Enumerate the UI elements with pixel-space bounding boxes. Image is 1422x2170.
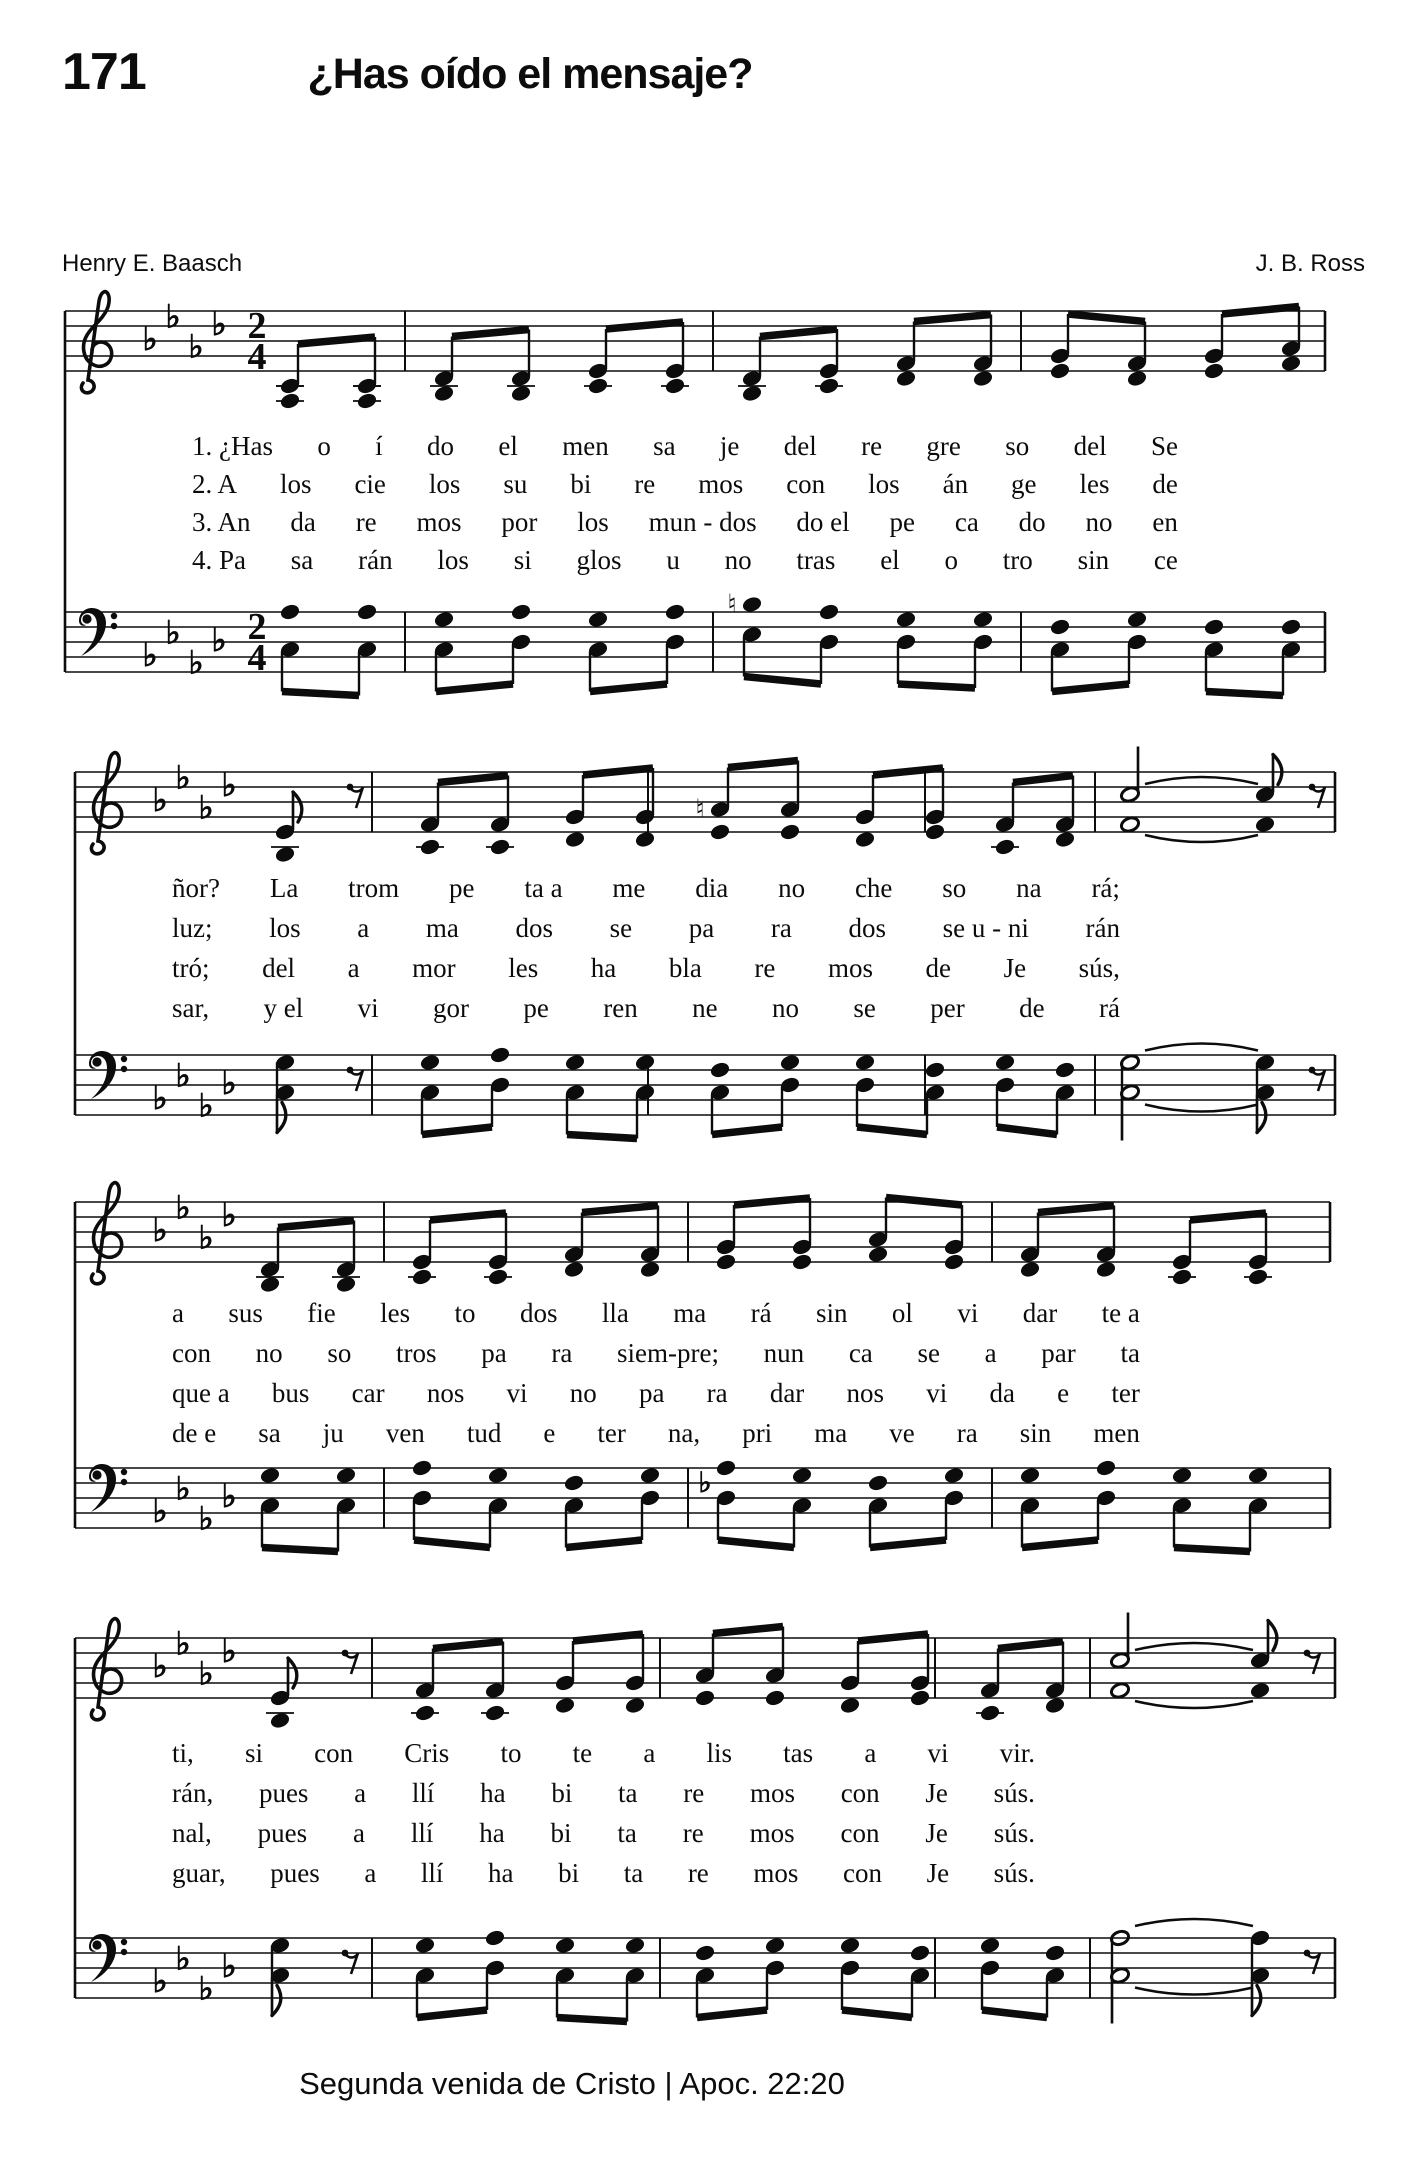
lyric-syllable: a bbox=[357, 913, 370, 943]
lyric-line-s3-v2 bbox=[172, 1340, 1140, 1367]
lyric-line-s4-v2 bbox=[172, 1780, 1035, 1807]
lyric-syllable: no bbox=[778, 873, 806, 903]
lyric-syllable: ce bbox=[1153, 545, 1178, 575]
lyric-syllable: sa bbox=[290, 545, 314, 575]
lyric-syllable: o bbox=[317, 431, 331, 461]
lyric-line-s2-v1 bbox=[172, 875, 1120, 902]
lyric-syllable: 4. Pa bbox=[192, 545, 246, 575]
lyric-syllable: bi bbox=[570, 469, 592, 499]
lyric-syllable: ra bbox=[956, 1418, 978, 1448]
lyric-syllable: vi bbox=[957, 1298, 979, 1328]
lyric-syllable: dos bbox=[519, 1298, 558, 1328]
lyric-syllable: los bbox=[279, 469, 312, 499]
lyric-syllable: dar bbox=[1022, 1298, 1058, 1328]
lyric-syllable: do bbox=[427, 431, 455, 461]
lyric-syllable: se u - ni bbox=[942, 913, 1029, 943]
lyric-syllable: do bbox=[1018, 507, 1046, 537]
lyric-syllable: ta bbox=[1120, 1338, 1140, 1368]
lyric-syllable: pa bbox=[688, 913, 715, 943]
lyric-syllable: so bbox=[1005, 431, 1030, 461]
lyric-syllable: to bbox=[454, 1298, 476, 1328]
lyric-syllable: llí bbox=[410, 1818, 434, 1848]
lyric-syllable: luz; bbox=[172, 913, 213, 943]
lyric-syllable: que a bbox=[172, 1378, 230, 1408]
lyric-syllable: e bbox=[543, 1418, 556, 1448]
lyric-syllable: re bbox=[355, 507, 377, 537]
lyric-syllable: sús. bbox=[993, 1778, 1035, 1808]
lyric-syllable: ta a bbox=[524, 873, 563, 903]
lyric-syllable: pa bbox=[638, 1378, 665, 1408]
lyric-syllable: lla bbox=[601, 1298, 629, 1328]
lyric-syllable: ta bbox=[618, 1778, 638, 1808]
lyric-syllable: sa bbox=[258, 1418, 281, 1448]
key-flat-icon: ♭ bbox=[221, 767, 237, 803]
lyric-syllable: ne bbox=[692, 993, 718, 1023]
lyric-syllable: a bbox=[347, 953, 360, 983]
lyric-syllable: án bbox=[942, 469, 969, 499]
lyric-syllable: sar, bbox=[172, 993, 210, 1023]
lyric-syllable: sús, bbox=[1078, 953, 1120, 983]
lyric-syllable: rán bbox=[1085, 913, 1120, 943]
lyric-syllable: no bbox=[772, 993, 799, 1023]
lyric-syllable: a bbox=[984, 1338, 997, 1368]
lyric-syllable: ra bbox=[770, 913, 792, 943]
lyric-line-s1-v2 bbox=[192, 471, 1178, 498]
lyric-syllable: re bbox=[634, 469, 656, 499]
lyric-syllable: ma bbox=[814, 1418, 848, 1448]
lyric-syllable: trom bbox=[348, 873, 400, 903]
lyric-syllable: La bbox=[269, 873, 299, 903]
key-flat-icon: ♭ bbox=[175, 1470, 191, 1507]
lyric-syllable: vi bbox=[357, 993, 379, 1023]
lyric-syllable: vir. bbox=[999, 1738, 1035, 1768]
lyric-syllable: con bbox=[314, 1738, 354, 1768]
lyric-syllable: en bbox=[1152, 507, 1178, 537]
lyric-syllable: tró; bbox=[172, 953, 210, 983]
lyric-syllable: men bbox=[1093, 1418, 1140, 1448]
bass-staff bbox=[65, 590, 1325, 696]
key-flat-icon: ♭ bbox=[221, 1065, 237, 1101]
lyric-syllable: pues bbox=[270, 1858, 320, 1888]
lyric-syllable: ha bbox=[480, 1778, 506, 1808]
lyric-syllable: los bbox=[428, 469, 461, 499]
lyric-syllable: Je bbox=[1003, 953, 1027, 983]
key-flat-icon: ♭ bbox=[175, 1940, 191, 1977]
lyric-syllable: el bbox=[880, 545, 900, 575]
lyric-syllable: ter bbox=[597, 1418, 626, 1448]
lyric-syllable: ta bbox=[617, 1818, 637, 1848]
lyric-syllable: sin bbox=[1077, 545, 1110, 575]
lyric-syllable: nal, bbox=[172, 1818, 212, 1848]
treble-staff bbox=[65, 292, 1325, 410]
lyric-syllable: ma bbox=[673, 1298, 707, 1328]
lyric-syllable: pri bbox=[742, 1418, 773, 1448]
key-flat-icon: ♭ bbox=[221, 1948, 237, 1984]
lyric-syllable: bla bbox=[668, 953, 702, 983]
lyric-syllable: rá bbox=[1098, 993, 1120, 1023]
key-flat-icon: ♭ bbox=[142, 321, 158, 357]
lyric-syllable: cie bbox=[354, 469, 386, 499]
lyric-syllable: mor bbox=[412, 953, 456, 983]
lyric-syllable: Cris bbox=[404, 1738, 450, 1768]
lyric-syllable: 1. ¿Has bbox=[192, 431, 273, 461]
lyric-syllable: de e bbox=[172, 1418, 217, 1448]
svg-text:4: 4 bbox=[247, 336, 267, 378]
svg-text:2: 2 bbox=[247, 606, 267, 648]
lyric-syllable: o bbox=[944, 545, 958, 575]
lyric-syllable: tras bbox=[796, 545, 836, 575]
lyric-syllable: siem-pre; bbox=[617, 1338, 719, 1368]
key-flat-icon: ♭ bbox=[221, 1478, 237, 1514]
lyric-syllable: Se bbox=[1150, 431, 1178, 461]
lyric-syllable: sus bbox=[228, 1298, 263, 1328]
key-flat-icon: ♭ bbox=[165, 298, 181, 335]
lyric-syllable: ta bbox=[623, 1858, 644, 1888]
lyric-syllable: mos bbox=[698, 469, 744, 499]
lyric-syllable: dar bbox=[769, 1378, 805, 1408]
lyric-syllable: con bbox=[840, 1818, 880, 1848]
flat-accidental-icon: ♭ bbox=[698, 1468, 712, 1499]
lyric-syllable: y el bbox=[263, 993, 304, 1023]
lyric-syllable: tas bbox=[783, 1738, 814, 1768]
lyric-syllable: con bbox=[786, 469, 826, 499]
lyric-syllable: no bbox=[255, 1338, 283, 1368]
lyric-syllable: con bbox=[843, 1858, 882, 1888]
lyric-syllable: les bbox=[1079, 469, 1110, 499]
lyric-syllable: mun - dos bbox=[648, 507, 757, 537]
lyric-syllable: bi bbox=[551, 1778, 573, 1808]
lyric-syllable: ti, bbox=[172, 1738, 194, 1768]
key-flat-icon: ♭ bbox=[198, 1655, 214, 1692]
key-flat-icon: ♭ bbox=[175, 759, 191, 796]
lyric-syllable: guar, bbox=[172, 1858, 226, 1888]
key-flat-icon: ♭ bbox=[175, 1057, 191, 1094]
lyric-syllable: pe bbox=[889, 507, 915, 537]
svg-text:4: 4 bbox=[247, 637, 267, 679]
lyric-syllable: pa bbox=[481, 1338, 507, 1368]
composer-credit: J. B. Ross bbox=[1255, 250, 1365, 277]
key-flat-icon: ♭ bbox=[152, 1080, 168, 1116]
lyric-syllable: a bbox=[864, 1738, 877, 1768]
lyric-syllable: Je bbox=[925, 1818, 948, 1848]
lyric-syllable: a bbox=[643, 1738, 656, 1768]
lyric-syllable: sin bbox=[1019, 1418, 1052, 1448]
lyric-syllable: llí bbox=[411, 1778, 435, 1808]
scripture-caption: Segunda venida de Cristo | Apoc. 22:20 bbox=[299, 2066, 845, 2101]
lyric-syllable: so bbox=[327, 1338, 352, 1368]
key-flat-icon: ♭ bbox=[152, 1212, 168, 1248]
lyric-syllable: tud bbox=[466, 1418, 502, 1448]
lyric-syllable: con bbox=[172, 1338, 211, 1368]
lyric-syllable: mos bbox=[416, 507, 462, 537]
lyric-line-s2-v3 bbox=[172, 955, 1120, 982]
key-flat-icon: ♭ bbox=[152, 1963, 168, 1999]
lyric-syllable: ca bbox=[848, 1338, 873, 1368]
lyric-syllable: e bbox=[1057, 1378, 1070, 1408]
lyric-line-s3-v1 bbox=[172, 1300, 1140, 1327]
lyric-syllable: vi bbox=[926, 1378, 948, 1408]
key-flat-icon: ♭ bbox=[198, 1970, 214, 2007]
key-flat-icon: ♭ bbox=[152, 1648, 168, 1684]
lyric-syllable: se bbox=[853, 993, 876, 1023]
lyric-syllable: da bbox=[989, 1378, 1015, 1408]
lyric-syllable: de bbox=[1152, 469, 1178, 499]
key-flat-icon: ♭ bbox=[152, 782, 168, 818]
lyric-syllable: el bbox=[498, 431, 518, 461]
lyric-line-s1-v4 bbox=[192, 547, 1178, 574]
lyric-line-s2-v4 bbox=[172, 995, 1120, 1022]
lyric-syllable: ol bbox=[891, 1298, 913, 1328]
lyric-syllable: no bbox=[724, 545, 752, 575]
lyric-line-s1-v3 bbox=[192, 509, 1178, 536]
lyric-syllable: me bbox=[612, 873, 646, 903]
treble-staff bbox=[75, 747, 1335, 864]
lyric-syllable: a bbox=[352, 1818, 365, 1848]
lyric-syllable: da bbox=[290, 507, 316, 537]
lyric-syllable: si bbox=[513, 545, 532, 575]
lyric-syllable: ha bbox=[590, 953, 617, 983]
lyric-syllable: 2. A bbox=[192, 469, 238, 499]
key-flat-icon: ♭ bbox=[152, 1493, 168, 1529]
lyric-syllable: te bbox=[572, 1738, 593, 1768]
treble-staff bbox=[75, 1183, 1330, 1294]
lyric-line-s4-v1 bbox=[172, 1740, 1035, 1767]
lyric-syllable: ca bbox=[954, 507, 979, 537]
lyric-syllable: 3. An bbox=[192, 507, 251, 537]
lyric-syllable: por bbox=[501, 507, 538, 537]
lyric-syllable: mos bbox=[753, 1858, 799, 1888]
lyric-syllable: Je bbox=[925, 1778, 948, 1808]
lyric-syllable: u bbox=[666, 545, 680, 575]
lyric-syllable: ha bbox=[488, 1858, 514, 1888]
lyric-syllable: ma bbox=[425, 913, 459, 943]
lyric-syllable: re bbox=[861, 431, 883, 461]
lyric-syllable: mos bbox=[827, 953, 873, 983]
lyric-syllable: so bbox=[942, 873, 967, 903]
lyric-line-s3-v4 bbox=[172, 1420, 1140, 1447]
key-flat-icon: ♭ bbox=[211, 622, 227, 658]
lyricist-credit: Henry E. Baasch bbox=[62, 250, 243, 277]
lyric-syllable: no bbox=[569, 1378, 597, 1408]
key-flat-icon: ♭ bbox=[175, 1189, 191, 1226]
lyric-syllable: na, bbox=[667, 1418, 701, 1448]
lyric-syllable: sa bbox=[653, 431, 676, 461]
lyric-syllable: pe bbox=[449, 873, 475, 903]
lyric-syllable: rá bbox=[750, 1298, 772, 1328]
lyric-syllable: los bbox=[577, 507, 609, 537]
lyric-syllable: dos bbox=[848, 913, 886, 943]
lyric-syllable: to bbox=[500, 1738, 522, 1768]
lyric-syllable: bus bbox=[271, 1378, 310, 1408]
lyric-syllable: na bbox=[1016, 873, 1042, 903]
lyric-syllable: dia bbox=[695, 873, 729, 903]
lyric-syllable: re bbox=[687, 1858, 709, 1888]
lyric-syllable: sús. bbox=[993, 1858, 1035, 1888]
lyric-line-s2-v2 bbox=[172, 915, 1120, 942]
lyric-syllable: glos bbox=[576, 545, 622, 575]
lyric-syllable: pues bbox=[258, 1778, 309, 1808]
bass-staff bbox=[75, 1459, 1330, 1551]
lyric-syllable: se bbox=[917, 1338, 940, 1368]
natural-accidental-icon: ♮ bbox=[695, 794, 705, 824]
lyric-syllable: par bbox=[1041, 1338, 1076, 1368]
key-flat-icon: ♭ bbox=[198, 1500, 214, 1537]
lyric-syllable: ra bbox=[706, 1378, 728, 1408]
lyric-syllable: men bbox=[562, 431, 609, 461]
lyric-syllable: te a bbox=[1101, 1298, 1140, 1328]
key-flat-icon: ♭ bbox=[198, 789, 214, 826]
lyric-syllable: dos bbox=[515, 913, 554, 943]
lyric-syllable: de bbox=[925, 953, 952, 983]
lyric-syllable: nun bbox=[763, 1338, 805, 1368]
key-flat-icon: ♭ bbox=[198, 1219, 214, 1256]
lyric-syllable: les bbox=[508, 953, 539, 983]
lyric-syllable: ven bbox=[385, 1418, 425, 1448]
natural-accidental-icon: ♮ bbox=[727, 589, 737, 619]
lyric-syllable: del bbox=[262, 953, 296, 983]
lyric-syllable: í bbox=[375, 431, 383, 461]
lyric-syllable: llí bbox=[420, 1858, 444, 1888]
lyric-syllable: nos bbox=[846, 1378, 885, 1408]
lyric-syllable: los bbox=[269, 913, 301, 943]
lyric-syllable: pe bbox=[523, 993, 549, 1023]
bass-staff bbox=[75, 1919, 1335, 2024]
key-flat-icon: ♭ bbox=[188, 644, 204, 681]
lyric-line-s3-v3 bbox=[172, 1380, 1140, 1407]
lyric-syllable: lis bbox=[706, 1738, 732, 1768]
lyric-syllable: ter bbox=[1111, 1378, 1140, 1408]
lyric-syllable: ñor? bbox=[172, 873, 220, 903]
lyric-syllable: no bbox=[1085, 507, 1113, 537]
lyric-syllable: bi bbox=[550, 1818, 572, 1848]
lyric-syllable: sin bbox=[816, 1298, 848, 1328]
lyric-syllable: con bbox=[840, 1778, 880, 1808]
lyric-syllable: si bbox=[244, 1738, 263, 1768]
bass-staff bbox=[75, 1044, 1335, 1141]
lyric-syllable: rán, bbox=[172, 1778, 214, 1808]
lyric-syllable: car bbox=[351, 1378, 385, 1408]
lyric-syllable: mos bbox=[749, 1818, 795, 1848]
lyric-line-s4-v4 bbox=[172, 1860, 1035, 1887]
lyric-syllable: les bbox=[380, 1298, 411, 1328]
lyric-syllable: del bbox=[1073, 431, 1107, 461]
key-flat-icon: ♭ bbox=[165, 614, 181, 651]
key-flat-icon: ♭ bbox=[221, 1197, 237, 1233]
svg-text:2: 2 bbox=[247, 305, 267, 347]
lyric-syllable: pues bbox=[257, 1818, 308, 1848]
key-flat-icon: ♭ bbox=[198, 1087, 214, 1124]
lyric-syllable: a bbox=[364, 1858, 377, 1888]
lyric-syllable: sús. bbox=[993, 1818, 1035, 1848]
lyric-syllable: nos bbox=[426, 1378, 465, 1408]
lyric-syllable: re bbox=[683, 1778, 705, 1808]
lyric-syllable: ju bbox=[322, 1418, 344, 1448]
lyric-syllable: je bbox=[719, 431, 740, 461]
lyric-syllable: per bbox=[930, 993, 965, 1023]
hymn-title: ¿Has oído el mensaje? bbox=[307, 50, 753, 98]
lyric-syllable: re bbox=[754, 953, 776, 983]
lyric-syllable: ra bbox=[551, 1338, 573, 1368]
lyric-syllable: tro bbox=[1002, 545, 1033, 575]
key-flat-icon: ♭ bbox=[142, 637, 158, 673]
lyric-syllable: do el bbox=[796, 507, 850, 537]
lyric-syllable: vi bbox=[927, 1738, 949, 1768]
lyric-syllable: ve bbox=[889, 1418, 915, 1448]
lyric-syllable: del bbox=[783, 431, 817, 461]
lyric-syllable: re bbox=[682, 1818, 704, 1848]
lyric-syllable: tros bbox=[396, 1338, 437, 1368]
lyric-syllable: mos bbox=[749, 1778, 795, 1808]
lyric-syllable: gre bbox=[926, 431, 961, 461]
lyric-line-s1-v1 bbox=[192, 433, 1178, 460]
lyric-syllable: los bbox=[868, 469, 900, 499]
lyric-syllable: gor bbox=[433, 993, 470, 1023]
lyric-syllable: vi bbox=[506, 1378, 528, 1408]
hymn-number: 171 bbox=[62, 43, 146, 101]
treble-staff bbox=[75, 1613, 1335, 1730]
lyric-syllable: se bbox=[609, 913, 633, 943]
lyric-syllable: ha bbox=[479, 1818, 505, 1848]
lyric-syllable: a bbox=[172, 1298, 184, 1328]
lyric-syllable: ren bbox=[603, 993, 638, 1023]
lyric-syllable: los bbox=[437, 545, 469, 575]
lyric-syllable: de bbox=[1019, 993, 1045, 1023]
key-flat-icon: ♭ bbox=[211, 306, 227, 342]
lyric-syllable: su bbox=[503, 469, 528, 499]
lyric-syllable: Je bbox=[926, 1858, 950, 1888]
lyric-syllable: rán bbox=[358, 545, 393, 575]
lyric-syllable: che bbox=[854, 873, 893, 903]
lyric-syllable: ge bbox=[1011, 469, 1037, 499]
lyric-syllable: fie bbox=[307, 1298, 336, 1328]
key-flat-icon: ♭ bbox=[175, 1625, 191, 1662]
lyric-line-s4-v3 bbox=[172, 1820, 1035, 1847]
lyric-syllable: bi bbox=[558, 1858, 580, 1888]
key-flat-icon: ♭ bbox=[188, 328, 204, 365]
key-flat-icon: ♭ bbox=[221, 1633, 237, 1669]
lyric-syllable: a bbox=[354, 1778, 367, 1808]
lyric-syllable: rá; bbox=[1091, 873, 1120, 903]
